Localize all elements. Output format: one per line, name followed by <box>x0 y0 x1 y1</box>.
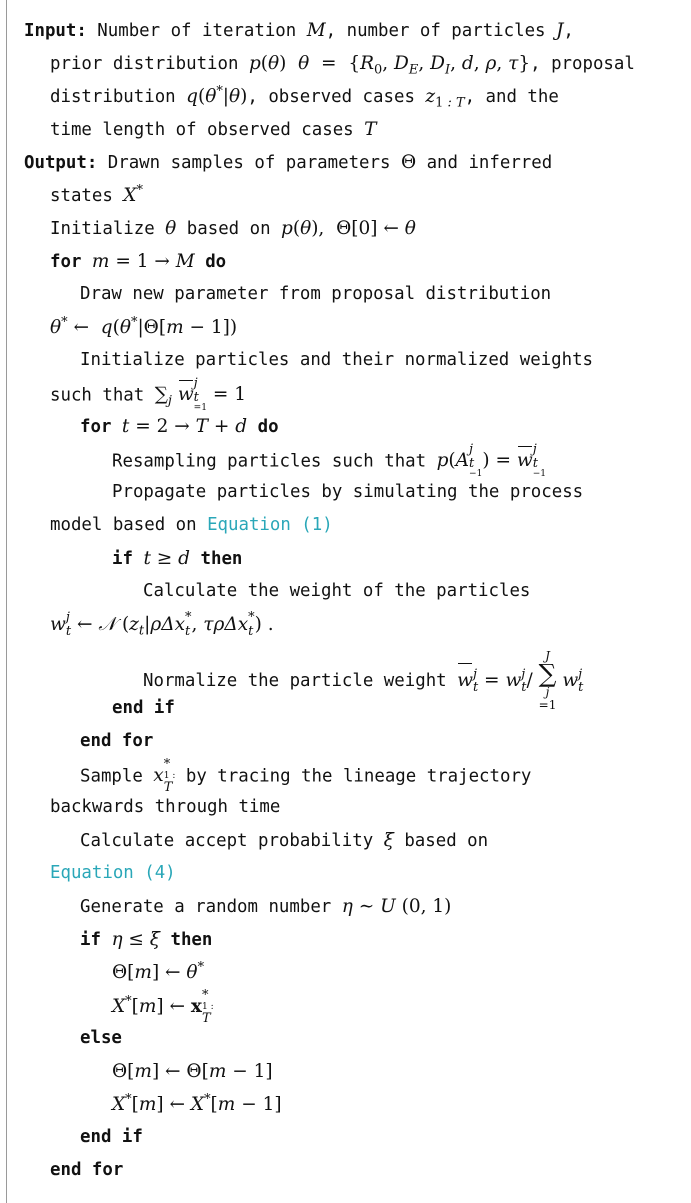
such-that-line <box>50 376 247 414</box>
math-t-ge-d: t ≥ d <box>143 548 191 569</box>
output-line-2 <box>50 179 143 212</box>
draw-formula-line <box>50 311 237 344</box>
and-the-text: , and the <box>464 87 559 107</box>
input-text-3: , <box>563 21 574 41</box>
math-J: J <box>556 20 564 41</box>
do-keyword: do <box>205 252 227 272</box>
calc-weight-text: Calculate the weight of the particles <box>143 581 531 601</box>
proposal-text: , proposal <box>530 54 635 74</box>
end-for-line-1 <box>80 725 153 758</box>
initialize-text: Initialize <box>50 219 166 239</box>
time-length-text: time length of observed cases <box>50 120 365 140</box>
output-line-1 <box>24 146 552 179</box>
output-text-1: Drawn samples of parameters <box>97 153 401 173</box>
init-particles-line <box>80 344 593 377</box>
then-eta-keyword: then <box>170 930 213 950</box>
for-t-keyword: for <box>80 417 112 437</box>
for-t-line <box>80 410 279 443</box>
else-line <box>80 1022 122 1055</box>
accept-theta-line <box>112 956 204 989</box>
such-that-text: such that <box>50 385 155 406</box>
input-text-2: , number of particles <box>325 21 556 41</box>
else-keyword: else <box>80 1028 122 1048</box>
input-line-4 <box>50 113 376 146</box>
tracing-text: by tracing the lineage trajectory <box>175 766 532 787</box>
accept-text: Calculate accept probability <box>80 831 384 851</box>
math-M: M <box>306 20 326 41</box>
draw-text: Draw new parameter from proposal distribution <box>80 284 552 304</box>
math-init: p(θ), Θ[0] ← θ <box>281 218 416 239</box>
left-rule <box>6 0 7 1203</box>
resampling-line <box>112 442 547 480</box>
backwards-line <box>50 791 280 824</box>
math-theta: θ <box>165 218 177 239</box>
weight-formula-line <box>50 608 274 641</box>
math-accept-x: X*[m] ← x * 1 : T <box>112 988 214 1027</box>
equation-4-line <box>50 857 176 890</box>
end-for-keyword-2: end for <box>50 1160 124 1180</box>
input-keyword: Input: <box>24 21 87 41</box>
math-t-range: t = 2 → T + d <box>121 416 248 437</box>
if-keyword: if <box>112 549 133 569</box>
for-m-line <box>50 245 226 278</box>
propagate-line <box>112 476 583 509</box>
math-draw: θ* ← q(θ*|Θ[m − 1]) <box>50 314 238 338</box>
if-eta-line <box>80 923 212 956</box>
observed-text: , observed cases <box>247 87 426 107</box>
then-keyword: then <box>200 549 243 569</box>
math-normalize: w j t = w j t / J ∑ j =1 w j t <box>457 649 584 712</box>
input-text-1: Number of iteration <box>86 21 307 41</box>
output-text-2: and inferred <box>416 153 553 173</box>
math-proposal: q(θ*|θ) <box>186 83 248 107</box>
math-weight: w j t ← 𝒩 ($z_t|\rho\Delta x$ * t , τρΔx * t ) . <box>50 610 274 639</box>
distribution-text: distribution <box>50 87 187 107</box>
generate-text: Generate a random number <box>80 897 342 917</box>
if-t-line <box>112 542 242 575</box>
init-particles-text: Initialize particles and their normalized weights <box>80 350 594 370</box>
math-xi: ξ <box>383 830 394 851</box>
end-if-line-1 <box>112 692 175 725</box>
prior-text: prior distribution <box>50 54 249 74</box>
based-on-text: based on <box>176 219 282 239</box>
sample-line <box>80 757 532 796</box>
end-for-line-2 <box>50 1154 123 1187</box>
math-T: T <box>364 119 377 140</box>
reject-theta-line <box>112 1055 273 1088</box>
normalize-line <box>143 649 584 712</box>
states-text: states <box>50 186 124 206</box>
math-z: $z_{1 : T}$ <box>425 86 465 111</box>
accept-x-line <box>112 988 214 1027</box>
math-eta-le-xi: η ≤ ξ <box>111 929 160 950</box>
accept-based-on-text: based on <box>404 831 489 851</box>
math-Xstar: X* <box>123 182 143 206</box>
equation-4-link[interactable]: Equation (4) <box>50 863 176 883</box>
backwards-text: backwards through time <box>50 797 281 817</box>
math-eta: η ∼ U (0, 1) <box>341 896 452 917</box>
normalize-text: Normalize the particle weight <box>143 671 458 692</box>
output-keyword: Output: <box>24 153 98 173</box>
math-Theta: Θ <box>400 152 417 173</box>
math-weight-sum: $\sum_j$ w j t =1 = 1 <box>154 376 247 414</box>
math-resample: p(A j t −1 ) = w j t −1 <box>436 442 547 480</box>
end-if-keyword-1: end if <box>112 698 175 718</box>
input-line-2 <box>50 47 635 80</box>
end-for-keyword-1: end for <box>80 731 154 751</box>
resampling-text: Resampling particles such that <box>112 451 437 472</box>
do-t-keyword: do <box>257 417 279 437</box>
math-x-lineage: x * 1 : T <box>153 757 176 796</box>
input-line-3 <box>50 80 559 113</box>
math-reject-theta: Θ[m] ← Θ[m − 1] <box>112 1061 273 1082</box>
input-line-1 <box>24 14 574 47</box>
calc-weight-line <box>143 575 530 608</box>
end-if-keyword-2: end if <box>80 1127 143 1147</box>
generate-line <box>80 890 451 923</box>
math-accept-theta: Θ[m] ← θ* <box>112 959 205 983</box>
math-prior: p(θ) $\theta = \{R_0$, $D_E$, $D_I$, d, ρ, τ} <box>248 53 531 78</box>
reject-x-line <box>112 1088 282 1121</box>
propagate-text: Propagate particles by simulating the process <box>112 482 584 502</box>
model-based-line <box>50 509 333 542</box>
math-m-range: m = 1 → M <box>91 251 195 272</box>
sample-text: Sample <box>80 766 154 787</box>
math-reject-x: X*[m] ← X*[m − 1] <box>112 1091 282 1115</box>
initialize-line <box>50 212 416 245</box>
equation-1-link[interactable]: Equation (1) <box>207 515 333 535</box>
draw-line <box>80 278 551 311</box>
end-if-line-2 <box>80 1121 143 1154</box>
if-eta-keyword: if <box>80 930 101 950</box>
model-based-text: model based on <box>50 515 208 535</box>
accept-line <box>80 824 488 857</box>
for-keyword: for <box>50 252 82 272</box>
